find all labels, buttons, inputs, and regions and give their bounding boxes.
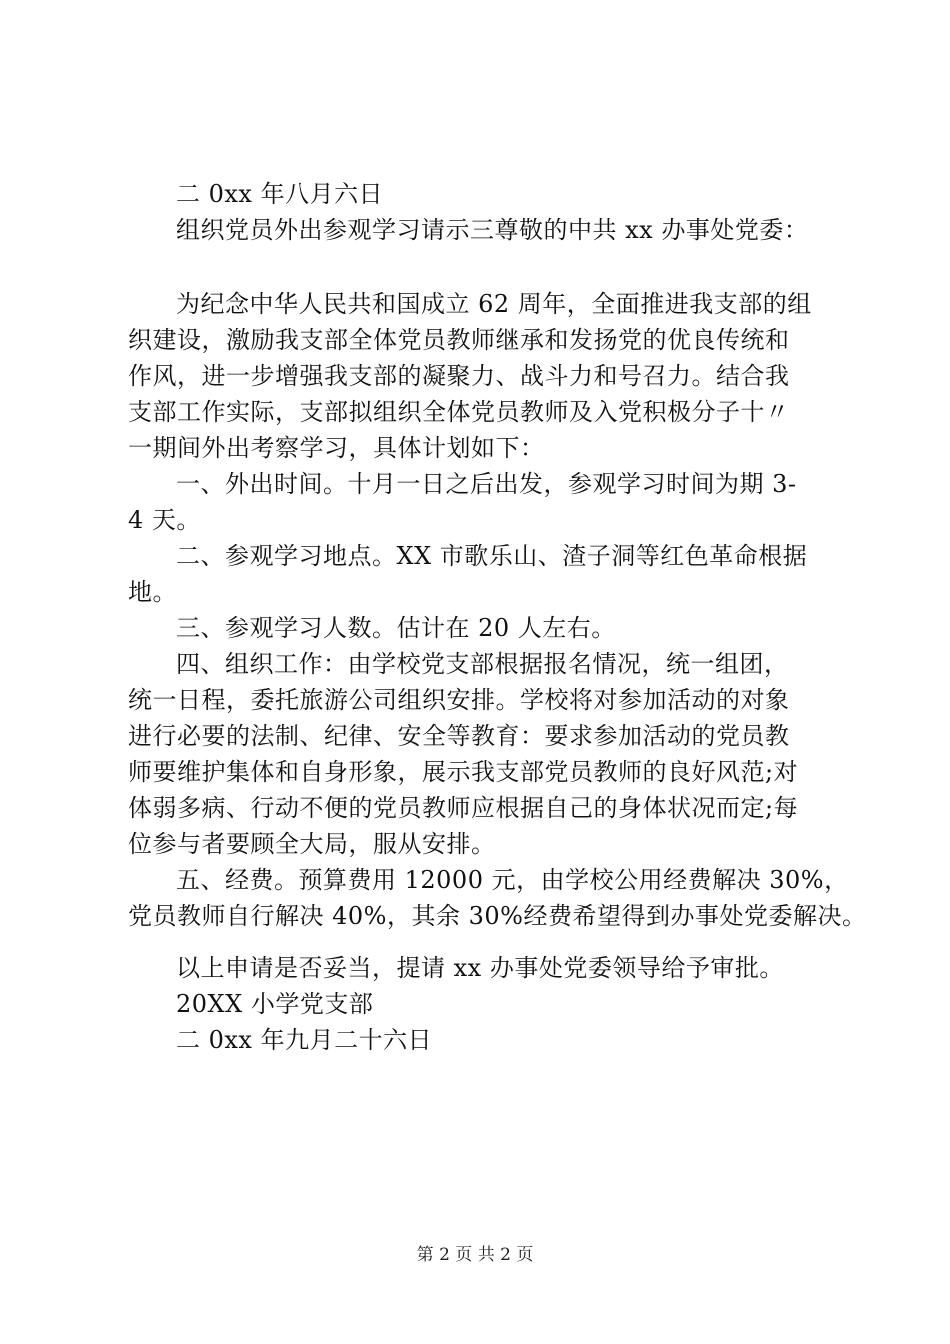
paragraph-line: 织建设，激励我支部全体党员教师继承和发扬党的优良传统和 — [128, 326, 790, 354]
date-line: 二 0xx 年八月六日 — [176, 180, 384, 208]
item-four-line: 位参与者要顾全大局，服从安排。 — [128, 830, 496, 858]
item-four-line: 四、组织工作：由学校党支部根据报名情况，统一组团， — [176, 650, 789, 678]
item-four-line: 体弱多病、行动不便的党员教师应根据自己的身体状况而定;每 — [128, 794, 799, 822]
item-five-line: 五、经费。预算费用 12000 元，由学校公用经费解决 30%， — [176, 866, 849, 894]
paragraph-line: 为纪念中华人民共和国成立 62 周年，全面推进我支部的组 — [176, 290, 812, 318]
letter-title: 组织党员外出参观学习请示三尊敬的中共 xx 办事处党委： — [176, 216, 809, 244]
closing-request: 以上申请是否妥当，提请 xx 办事处党委领导给予审批。 — [176, 954, 784, 982]
paragraph-line: 一期间外出考察学习，具体计划如下： — [128, 434, 545, 462]
signature-date: 二 0xx 年九月二十六日 — [176, 1026, 433, 1054]
item-one-line: 一、外出时间。十月一日之后出发，参观学习时间为期 3- — [176, 470, 797, 498]
item-two-line: 二、参观学习地点。XX 市歌乐山、渣子洞等红色革命根据 — [176, 542, 808, 570]
paragraph-line: 支部工作实际，支部拟组织全体党员教师及入党积极分子十〃 — [128, 398, 790, 426]
item-four-line: 统一日程，委托旅游公司组织安排。学校将对参加活动的对象 — [128, 686, 790, 714]
item-four-line: 进行必要的法制、纪律、安全等教育：要求参加活动的党员教 — [128, 722, 790, 750]
signature-org: 20XX 小学党支部 — [176, 990, 374, 1018]
item-five-line: 党员教师自行解决 40%，其余 30%经费希望得到办事处党委解决。 — [128, 902, 867, 930]
item-one-line: 4 天。 — [128, 506, 201, 534]
item-four-line: 师要维护集体和自身形象，展示我支部党员教师的良好风范;对 — [128, 758, 799, 786]
item-three-line: 三、参观学习人数。估计在 20 人左右。 — [176, 614, 616, 642]
item-two-line: 地。 — [128, 578, 177, 606]
page-number: 第 2 页 共 2 页 — [416, 1245, 534, 1265]
paragraph-line: 作风，进一步增强我支部的凝聚力、战斗力和号召力。结合我 — [128, 362, 790, 390]
